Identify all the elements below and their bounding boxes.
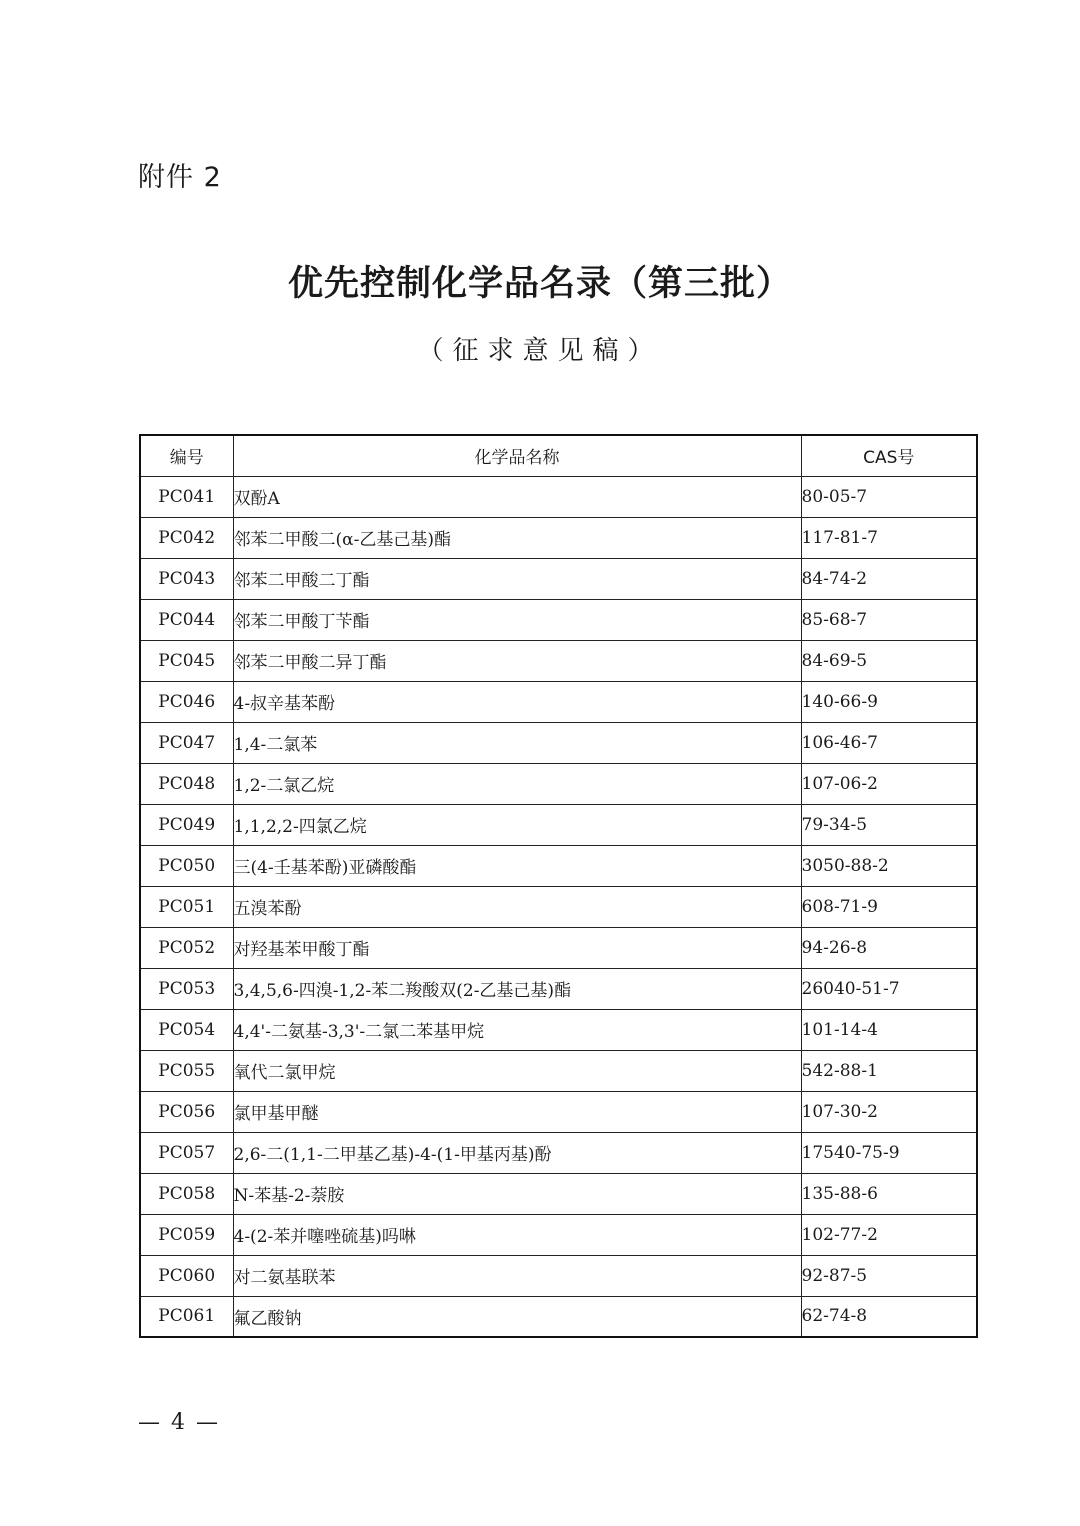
page-number: — 4 — <box>138 1410 220 1435</box>
header-cas: CAS号 <box>801 435 977 476</box>
cell-cas: 3050-88-2 <box>801 845 977 886</box>
header-chemical-name: 化学品名称 <box>233 435 801 476</box>
cell-id: PC048 <box>140 763 233 804</box>
table-row <box>140 1214 977 1255</box>
cell-chemical-name: N-苯基-2-萘胺 <box>233 1173 801 1214</box>
table-row <box>140 1173 977 1214</box>
cell-id: PC060 <box>140 1255 233 1296</box>
table-row <box>140 722 977 763</box>
header-id: 编号 <box>140 435 233 476</box>
table-row <box>140 1091 977 1132</box>
cell-chemical-name: 氟乙酸钠 <box>233 1296 801 1337</box>
table-row <box>140 804 977 845</box>
cell-cas: 107-06-2 <box>801 763 977 804</box>
cell-cas: 106-46-7 <box>801 722 977 763</box>
cell-chemical-name: 氧代二氯甲烷 <box>233 1050 801 1091</box>
cell-id: PC055 <box>140 1050 233 1091</box>
cell-id: PC043 <box>140 558 233 599</box>
table-row <box>140 968 977 1009</box>
cell-id: PC052 <box>140 927 233 968</box>
cell-chemical-name: 邻苯二甲酸二(α-乙基己基)酯 <box>233 517 801 558</box>
table-row <box>140 763 977 804</box>
table-row <box>140 1050 977 1091</box>
cell-id: PC049 <box>140 804 233 845</box>
table-row <box>140 1296 977 1337</box>
cell-cas: 79-34-5 <box>801 804 977 845</box>
cell-chemical-name: 对羟基苯甲酸丁酯 <box>233 927 801 968</box>
cell-cas: 26040-51-7 <box>801 968 977 1009</box>
cell-cas: 62-74-8 <box>801 1296 977 1337</box>
cell-id: PC056 <box>140 1091 233 1132</box>
cell-cas: 17540-75-9 <box>801 1132 977 1173</box>
document-subtitle: （征求意见稿） <box>417 336 663 366</box>
cell-cas: 101-14-4 <box>801 1009 977 1050</box>
table-row <box>140 1255 977 1296</box>
cell-cas: 80-05-7 <box>801 476 977 517</box>
cell-cas: 140-66-9 <box>801 681 977 722</box>
table-row <box>140 599 977 640</box>
cell-cas: 608-71-9 <box>801 886 977 927</box>
table-header-row <box>140 435 977 476</box>
cell-cas: 94-26-8 <box>801 927 977 968</box>
cell-id: PC050 <box>140 845 233 886</box>
cell-id: PC042 <box>140 517 233 558</box>
table-row <box>140 476 977 517</box>
cell-chemical-name: 3,4,5,6-四溴-1,2-苯二羧酸双(2-乙基己基)酯 <box>233 968 801 1009</box>
table-row <box>140 517 977 558</box>
cell-id: PC044 <box>140 599 233 640</box>
cell-id: PC045 <box>140 640 233 681</box>
cell-chemical-name: 2,6-二(1,1-二甲基乙基)-4-(1-甲基丙基)酚 <box>233 1132 801 1173</box>
table-row <box>140 640 977 681</box>
cell-chemical-name: 1,4-二氯苯 <box>233 722 801 763</box>
cell-id: PC057 <box>140 1132 233 1173</box>
table-row <box>140 845 977 886</box>
table-row <box>140 558 977 599</box>
document-title: 优先控制化学品名录（第三批） <box>287 264 792 304</box>
table-row <box>140 1132 977 1173</box>
cell-cas: 84-69-5 <box>801 640 977 681</box>
cell-id: PC053 <box>140 968 233 1009</box>
cell-cas: 135-88-6 <box>801 1173 977 1214</box>
cell-id: PC051 <box>140 886 233 927</box>
cell-chemical-name: 邻苯二甲酸丁苄酯 <box>233 599 801 640</box>
cell-cas: 102-77-2 <box>801 1214 977 1255</box>
cell-chemical-name: 氯甲基甲醚 <box>233 1091 801 1132</box>
cell-chemical-name: 对二氨基联苯 <box>233 1255 801 1296</box>
attachment-label: 附件 2 <box>138 162 222 193</box>
cell-chemical-name: 4-叔辛基苯酚 <box>233 681 801 722</box>
cell-id: PC047 <box>140 722 233 763</box>
cell-chemical-name: 邻苯二甲酸二异丁酯 <box>233 640 801 681</box>
cell-id: PC046 <box>140 681 233 722</box>
cell-cas: 85-68-7 <box>801 599 977 640</box>
cell-chemical-name: 4,4'-二氨基-3,3'-二氯二苯基甲烷 <box>233 1009 801 1050</box>
cell-cas: 542-88-1 <box>801 1050 977 1091</box>
cell-cas: 107-30-2 <box>801 1091 977 1132</box>
table-row <box>140 927 977 968</box>
chemical-list-table <box>139 434 978 1338</box>
table-row <box>140 1009 977 1050</box>
cell-chemical-name: 1,2-二氯乙烷 <box>233 763 801 804</box>
cell-chemical-name: 三(4-壬基苯酚)亚磷酸酯 <box>233 845 801 886</box>
table-row <box>140 681 977 722</box>
cell-chemical-name: 邻苯二甲酸二丁酯 <box>233 558 801 599</box>
cell-id: PC058 <box>140 1173 233 1214</box>
cell-chemical-name: 双酚A <box>233 476 801 517</box>
table-row <box>140 886 977 927</box>
cell-chemical-name: 五溴苯酚 <box>233 886 801 927</box>
cell-cas: 92-87-5 <box>801 1255 977 1296</box>
cell-chemical-name: 1,1,2,2-四氯乙烷 <box>233 804 801 845</box>
cell-id: PC061 <box>140 1296 233 1337</box>
cell-id: PC041 <box>140 476 233 517</box>
cell-id: PC059 <box>140 1214 233 1255</box>
cell-chemical-name: 4-(2-苯并噻唑硫基)吗啉 <box>233 1214 801 1255</box>
cell-id: PC054 <box>140 1009 233 1050</box>
cell-cas: 117-81-7 <box>801 517 977 558</box>
cell-cas: 84-74-2 <box>801 558 977 599</box>
